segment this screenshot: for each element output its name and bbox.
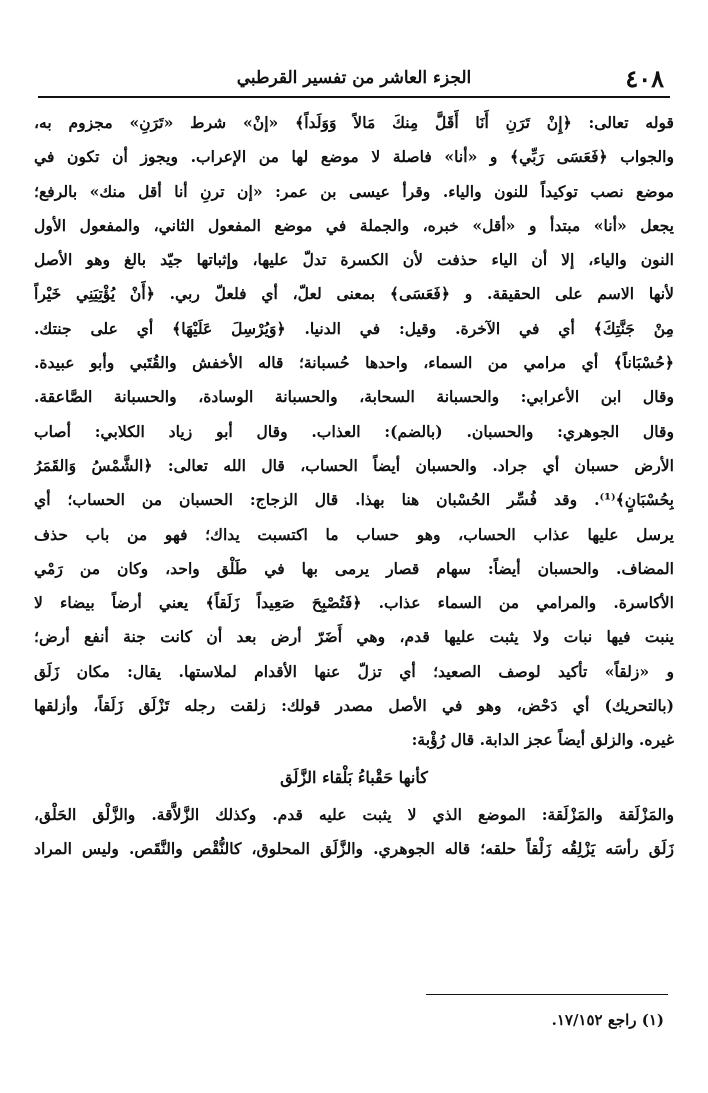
text-line: يرسل عليها عذاب الحساب، وهو حساب ما اكتسبت يداك؛ فهو من باب حذف (34, 524, 674, 544)
text-line: النون والياء، إلا أن الياء حذفت لأن الكسرة تدلّ عليها، وإثباتها جيّد بالغ وهو الأصل (34, 250, 674, 270)
poetry-verse: كأنها حَقْباءُ بَلْقاء الزَّلَق (280, 767, 428, 787)
running-title: الجزء العاشر من تفسير القرطبي (236, 68, 472, 88)
text-line: موضع نصب توكيداً للنون والياء. وقرأ عيسى بن عمر: «إن ترنِ أنا أقل منك» بالرفع؛ (34, 181, 674, 201)
text-line: وقال الجوهري: والحسبان. (بالضم): العذاب. وقال أبو زياد الكلابي: أصاب (34, 421, 674, 441)
text-line: الأكاسرة. والمرامي من السماء عذاب. ﴿فَتُصْبِحَ صَعِيداً زَلَقاً﴾ يعني أرضاً بيضاء لا (34, 593, 674, 613)
text-line: والجواب ﴿فَعَسَى رَبِّي﴾ و «أنا» فاصلة لا موضع لها من الإعراب. ويجوز أن تكون في (34, 147, 674, 167)
body-text (34, 106, 674, 866)
text-line: (بالتحريك) أي دَحْض، وهو في الأصل مصدر قولك: زلقت رجله تَزْلَق زَلَقاً، وأزلقها (34, 696, 674, 716)
text-line: زَلَق رأسَه يَزْلِقُه زَلْقاً حلقه؛ قاله الجوهري. والزَّلَق المحلوق، كالنُّقْص والنَّقَص. وليس المراد (34, 838, 674, 858)
footnote: (١) راجع ١٧/١٥٢. (551, 1011, 664, 1029)
text-line: المضاف. والحسبان أيضاً: سهام قصار يرمى بها في طَلْق واحد، وكان من رَمْي (34, 558, 674, 578)
header-rule (38, 96, 670, 98)
text-line: والمَزْلَقة والمَزْلَقة: الموضع الذي لا يثبت عليه قدم. وكذلك الزَّلاَّقة. والزَّلْق الحَلْق، (34, 804, 674, 824)
text-line: الأرض حسبان أي جراد. والحسبان أيضاً الحساب، قال الله تعالى: ﴿الشَّمْسُ وَالقَمَرُ (34, 455, 674, 475)
text-line: ينبت فيها نبات ولا يثبت عليها قدم، وهي أَضَرّ أرض بعد أن كانت جنة أنفع أرض؛ (34, 627, 674, 647)
text-line: لأنها الاسم على الحقيقة. و ﴿فَعَسَى﴾ بمعنى لعلّ، أي فلعلّ ربي. ﴿أَنْ يُؤْتِيَنِي خَيْراً (34, 284, 674, 304)
page-header (34, 56, 674, 94)
text-line: وقال ابن الأعرابي: والحسبانة السحابة، والحسبانة الوسادة، والحسبانة الصَّاعقة. (34, 387, 674, 407)
footnote-separator (426, 994, 668, 995)
text-line: و «زلقاً» تأكيد لوصف الصعيد؛ أي تزلّ عنها الأقدام لملاستها. يقال: مكان زَلَق (34, 661, 674, 681)
text-line: مِنْ جَنَّتِكَ﴾ أي في الآخرة. وقيل: في الدنيا. ﴿وَيُرْسِلَ عَلَيْهَا﴾ أي على جنتك. (34, 318, 674, 338)
text-line: قوله تعالى: ﴿إِنْ تَرَنِ أَنَا أَقَلَّ مِنكَ مَالاً وَوَلَداً﴾ «إنْ» شرط «تَرَنِ» مجزوم به، (34, 113, 674, 132)
text-line: ﴿حُسْبَاناً﴾ أي مرامي من السماء، واحدها حُسبانة؛ قاله الأخفش والقُتَبي وأبو عبيدة. (34, 353, 674, 373)
text-line: غيره. والزلق أيضاً عجز الدابة. قال رُؤْبة: (411, 730, 674, 750)
page-number: ٤٠٨ (625, 64, 664, 93)
text-line: يجعل «أنا» مبتدأ و «أقل» خبره، والجملة في موضع المفعول الثاني، والمفعول الأول (34, 215, 674, 235)
text-line: بِحُسْبَانٍ﴾⁽¹⁾. وقد فُسِّر الحُسْبان هنا بهذا. قال الزجاج: الحسبان من الحساب؛ أي (34, 490, 674, 510)
